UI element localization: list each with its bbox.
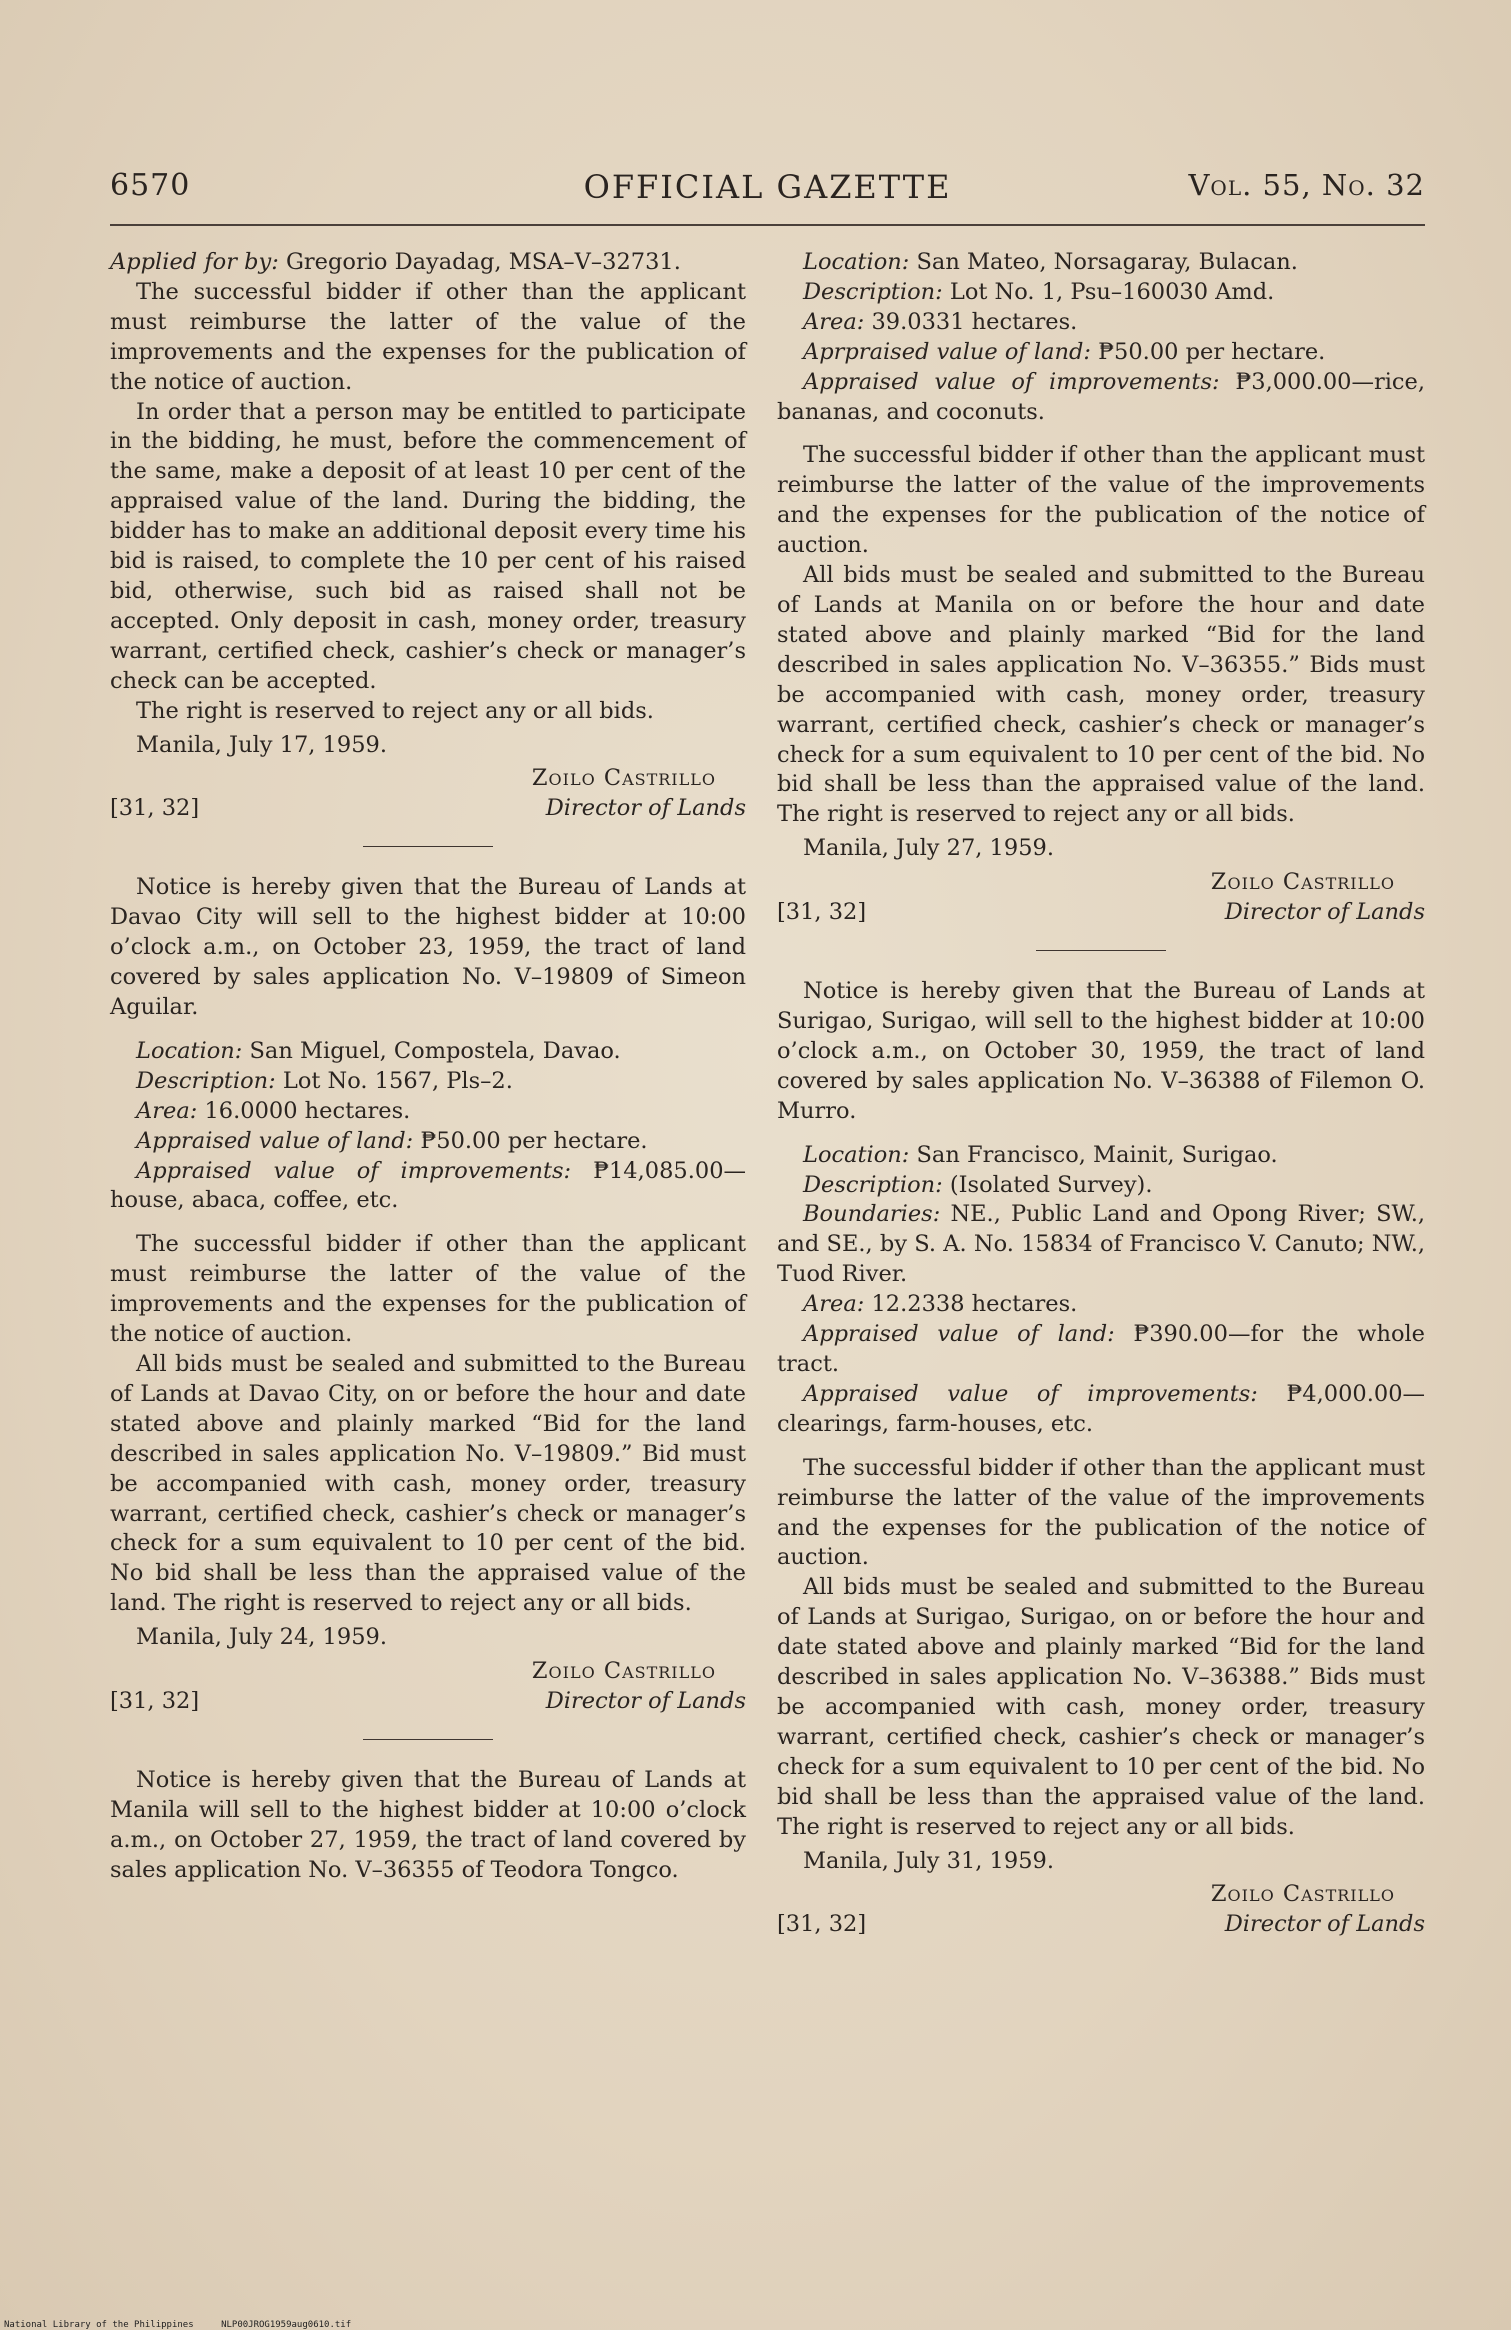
area-line: Area: 16.0000 hectares. bbox=[136, 1097, 411, 1124]
signature-block bbox=[110, 1657, 746, 1717]
issue-reference: [31, 32] bbox=[777, 899, 867, 926]
notice-intro: Notice is hereby given that the Bureau of Lands at Surigao, Surigao, will sell to the highest bidder at 10:00 o’clock a.m., on October 30, 1959, the tract of land covered by sales application No. V–36388 of Filemon O. Murro. bbox=[777, 978, 1425, 1124]
reimburse-paragraph: The successful bidder if other than the applicant must reimburse the latter of the value of the improvements and the expenses for the publication of the notice of auction. bbox=[777, 1454, 1425, 1571]
description-line: Description: Lot No. 1, Psu–160030 Amd. bbox=[803, 278, 1275, 305]
reimburse-paragraph: The successful bidder if other than the applicant must reimburse the latter of the value of the improvements and the expenses for the publication of the notice of auction. bbox=[110, 278, 746, 395]
notice-separator bbox=[1036, 950, 1166, 951]
signature-block bbox=[777, 1880, 1425, 1940]
dateline: Manila, July 24, 1959. bbox=[136, 1624, 387, 1651]
description-line: Description: (Isolated Survey). bbox=[803, 1171, 1153, 1198]
improvements-value-line: Appraised value of improvements: ₱14,085.00—house, abaca, coffee, etc. bbox=[110, 1157, 747, 1214]
signatory-title: Director of Lands bbox=[545, 1688, 746, 1715]
notice-separator bbox=[363, 846, 493, 847]
signatory-title: Director of Lands bbox=[545, 795, 746, 822]
applied-for-value: Gregorio Dayadag, MSA–V–32731. bbox=[285, 249, 681, 275]
boundaries-line: Boundaries: NE., Public Land and Opong River; SW., and SE., by S. A. No. 15834 of Francisco V. Canuto; NW., Tuod River. bbox=[777, 1201, 1425, 1288]
bids-paragraph: All bids must be sealed and submitted to the Bureau of Lands at Surigao, Surigao, on or before the hour and date stated above and plainly marked “Bid for the land described in sales application No. V–36388.” Bids must be accompanied with cash, money order, treasury warrant, certified check, cashier’s check or manager’s check for a sum equivalent to 10 per cent of the bid. No bid shall be less than the appraised value of the land. The right is reserved to reject any or all bids. bbox=[777, 1574, 1425, 1840]
notice-v-36355-intro bbox=[110, 1766, 746, 1886]
improvements-value-line: Appraised value of improvements: ₱4,000.00—clearings, farm-houses, etc. bbox=[777, 1380, 1426, 1437]
scan-footer bbox=[4, 2320, 373, 2330]
reject-paragraph: The right is reserved to reject any or all bids. bbox=[136, 697, 654, 724]
signature-block bbox=[777, 868, 1425, 928]
notice-v-19809 bbox=[110, 873, 746, 1717]
issue-reference: [31, 32] bbox=[777, 1911, 867, 1938]
signatory-name: Zoilo Castrillo bbox=[1210, 1881, 1395, 1908]
land-value-line: Appraised value of land: ₱50.00 per hectare. bbox=[136, 1127, 648, 1154]
bids-paragraph: All bids must be sealed and submitted to the Bureau of Lands at Manila on or before the hour and date stated above and plainly marked “Bid for the land described in sales application No. V–36355.” Bids must be accompanied with cash, money order, treasury warrant, certified check, cashier’s check or manager’s check for a sum equivalent to 10 per cent of the bid. No bid shall be less than the appraised value of the land. The right is reserved to reject any or all bids. bbox=[777, 562, 1425, 828]
notice-separator bbox=[363, 1739, 493, 1740]
land-value-line: Aprpraised value of land: ₱50.00 per hectare. bbox=[803, 338, 1326, 365]
signatory-name: Zoilo Castrillo bbox=[531, 1658, 716, 1685]
bids-paragraph: All bids must be sealed and submitted to the Bureau of Lands at Davao City, on or before the hour and date stated above and plainly marked “Bid for the land described in sales application No. V–19809.” Bid must be accompanied with cash, money order, treasury warrant, certified check, cashier’s check or manager’s check for a sum equivalent to 10 per cent of the bid. No bid shall be less than the appraised value of the land. The right is reserved to reject any or all bids. bbox=[110, 1351, 746, 1617]
applied-for-line bbox=[110, 248, 746, 278]
location-line: Location: San Mateo, Norsagaray, Bulacan. bbox=[803, 249, 1298, 275]
left-column bbox=[110, 248, 746, 1886]
signatory-name: Zoilo Castrillo bbox=[1210, 869, 1395, 896]
area-line: Area: 12.2338 hectares. bbox=[803, 1291, 1078, 1318]
signatory-title: Director of Lands bbox=[1224, 1911, 1425, 1938]
location-line: Location: San Miguel, Compostela, Davao. bbox=[136, 1037, 621, 1064]
dateline: Manila, July 17, 1959. bbox=[136, 731, 387, 758]
dateline: Manila, July 31, 1959. bbox=[803, 1847, 1054, 1874]
publication-title: OFFICIAL GAZETTE bbox=[583, 168, 952, 206]
right-column bbox=[777, 248, 1425, 1940]
notice-v-32731 bbox=[110, 248, 746, 824]
page-number: 6570 bbox=[110, 168, 191, 203]
reimburse-paragraph: The successful bidder if other than the applicant must reimburse the latter of the value of the improvements and the expenses for the publication of the notice of auction. bbox=[110, 1231, 746, 1348]
page-header bbox=[110, 168, 1425, 220]
header-rule bbox=[110, 224, 1425, 226]
land-value-line: Appraised value of land: ₱390.00—for the whole tract. bbox=[777, 1321, 1425, 1377]
dateline: Manila, July 27, 1959. bbox=[803, 835, 1054, 862]
deposit-paragraph: In order that a person may be entitled to participate in the bidding, he must, before the commencement of the same, make a deposit of at least 10 per cent of the appraised value of the land. During the bidding, the bidder has to make an additional deposit every time his bid is raised, to complete the 10 per cent of his raised bid, otherwise, such bid as raised shall not be accepted. Only deposit in cash, money order, treasury warrant, certified check, cashier’s check or manager’s check can be accepted. bbox=[110, 398, 746, 694]
applied-for-label: Applied for by: bbox=[110, 249, 279, 275]
issue-reference: [31, 32] bbox=[110, 1688, 200, 1715]
notice-intro: Notice is hereby given that the Bureau of Lands at Manila will sell to the highest bidder at 10:00 o’clock a.m., on October 27, 1959, the tract of land covered by sales application No. V–36355 of Teodora Tongco. bbox=[110, 1767, 746, 1883]
issue-reference: [31, 32] bbox=[110, 795, 200, 822]
library-credit: National Library of the Philippines bbox=[4, 2320, 194, 2330]
notice-intro: Notice is hereby given that the Bureau of Lands at Davao City will sell to the highest bidder at 10:00 o’clock a.m., on October 23, 1959, the tract of land covered by sales application No. V–19809 of Simeon Aguilar. bbox=[110, 874, 746, 1021]
volume-number: Vol. 55, No. 32 bbox=[1188, 168, 1425, 202]
notice-v-36355-details bbox=[777, 248, 1425, 928]
location-line: Location: San Francisco, Mainit, Surigao. bbox=[803, 1141, 1278, 1168]
description-line: Description: Lot No. 1567, Pls–2. bbox=[136, 1067, 513, 1094]
scan-filename: NLP00JROG1959aug0610.tif bbox=[221, 2320, 352, 2330]
improvements-value-line: Appraised value of improvements: ₱3,000.00—rice, bananas, and coconuts. bbox=[777, 368, 1425, 425]
signatory-name: Zoilo Castrillo bbox=[531, 765, 716, 792]
signature-block bbox=[110, 764, 746, 824]
reimburse-paragraph: The successful bidder if other than the applicant must reimburse the latter of the value of the improvements and the expenses for the publication of the notice of auction. bbox=[777, 442, 1425, 559]
signatory-title: Director of Lands bbox=[1224, 899, 1425, 926]
area-line: Area: 39.0331 hectares. bbox=[803, 308, 1078, 335]
notice-v-36388 bbox=[777, 977, 1425, 1940]
